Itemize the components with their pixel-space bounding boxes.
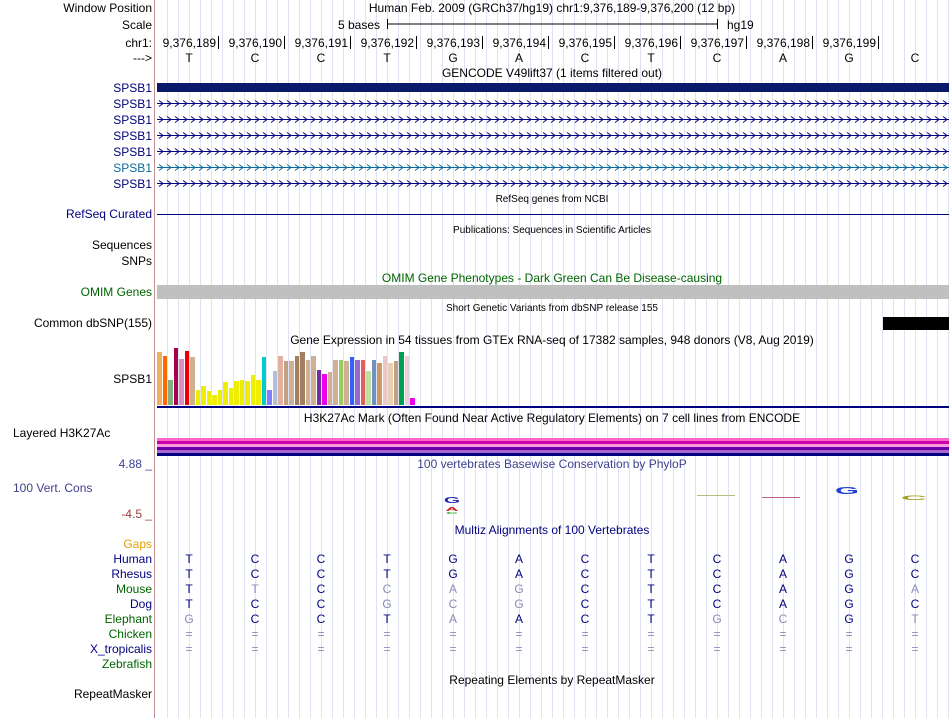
aligned-base: C bbox=[316, 582, 326, 596]
aligned-base: = bbox=[185, 642, 193, 656]
position-tick-label: 9,376,189 bbox=[162, 36, 216, 50]
position-tick-label: 9,376,198 bbox=[756, 36, 810, 50]
chrom-label: chr1: bbox=[125, 36, 152, 50]
aligned-base: = bbox=[581, 627, 589, 641]
aligned-base: C bbox=[382, 582, 392, 596]
aligned-base: = bbox=[779, 627, 787, 641]
aligned-base: A bbox=[778, 567, 787, 581]
aligned-base: G bbox=[448, 552, 458, 566]
scale-label: Scale bbox=[121, 18, 152, 32]
aligned-base: C bbox=[712, 552, 722, 566]
aligned-base: C bbox=[580, 582, 590, 596]
aligned-base: A bbox=[448, 612, 457, 626]
aligned-base: = bbox=[647, 627, 655, 641]
species-label[interactable]: Rhesus bbox=[111, 567, 152, 581]
position-tick-label: 9,376,196 bbox=[624, 36, 678, 50]
aligned-base: = bbox=[449, 642, 457, 656]
position-tick-label: 9,376,199 bbox=[822, 36, 876, 50]
aligned-base: G bbox=[844, 612, 854, 626]
gencode-transcript-label[interactable]: SPSB1 bbox=[113, 113, 152, 127]
aligned-base: C bbox=[580, 567, 590, 581]
aligned-base: = bbox=[515, 642, 523, 656]
aligned-base: = bbox=[251, 627, 259, 641]
species-label[interactable]: Chicken bbox=[108, 627, 152, 641]
omim-track-label[interactable]: OMIM Genes bbox=[80, 285, 152, 299]
aligned-base: = bbox=[713, 627, 721, 641]
aligned-base: = bbox=[449, 627, 457, 641]
h3k27ac-track-title: H3K27Ac Mark (Often Found Near Active Regulatory Elements) on 7 cell lines from ENCODE bbox=[303, 411, 801, 425]
gtex-track-label[interactable]: SPSB1 bbox=[113, 372, 152, 386]
aligned-base: A bbox=[514, 567, 523, 581]
logo-letter-c2: C bbox=[900, 494, 928, 502]
aligned-base: T bbox=[647, 582, 655, 596]
position-tick-label: 9,376,197 bbox=[690, 36, 744, 50]
gencode-track-title: GENCODE V49lift37 (1 items filtered out) bbox=[441, 66, 663, 80]
aligned-base: = bbox=[383, 627, 391, 641]
species-label[interactable]: Mouse bbox=[115, 582, 152, 596]
position-tick-label: 9,376,193 bbox=[426, 36, 480, 50]
reference-base: G bbox=[844, 51, 854, 65]
gencode-transcript-label[interactable]: SPSB1 bbox=[113, 145, 152, 159]
aligned-base: = bbox=[317, 627, 325, 641]
position-tick-label: 9,376,192 bbox=[360, 36, 414, 50]
aligned-base: = bbox=[779, 642, 787, 656]
aligned-base: A bbox=[778, 597, 787, 611]
aligned-base: C bbox=[910, 597, 920, 611]
reference-base: C bbox=[316, 51, 326, 65]
refseq-track-title: RefSeq genes from NCBI bbox=[495, 194, 609, 205]
logo-letter-a: A bbox=[445, 506, 459, 513]
conservation-track-title: 100 vertebrates Basewise Conservation by PhyloP bbox=[417, 457, 687, 471]
gencode-transcript-label[interactable]: SPSB1 bbox=[113, 81, 152, 95]
conservation-min-label: -4.5 _ bbox=[121, 507, 152, 521]
aligned-base: = bbox=[251, 642, 259, 656]
aligned-base: = bbox=[911, 642, 919, 656]
logo-letter-g: G bbox=[443, 496, 461, 506]
aligned-base: T bbox=[383, 567, 391, 581]
reference-base: G bbox=[448, 51, 458, 65]
repeatmasker-track-label[interactable]: RepeatMasker bbox=[73, 687, 152, 701]
aligned-base: T bbox=[647, 612, 655, 626]
aligned-base: A bbox=[514, 612, 523, 626]
dbsnp-track-title: Short Genetic Variants from dbSNP release 155 bbox=[446, 303, 658, 314]
species-label[interactable]: Zebrafish bbox=[101, 657, 152, 671]
multiz-track-title: Multiz Alignments of 100 Vertebrates bbox=[454, 523, 650, 537]
aligned-base: C bbox=[250, 567, 260, 581]
aligned-base: A bbox=[514, 552, 523, 566]
gencode-transcript-label[interactable]: SPSB1 bbox=[113, 97, 152, 111]
dbsnp-track-label[interactable]: Common dbSNP(155) bbox=[33, 316, 152, 330]
reference-base: A bbox=[778, 51, 787, 65]
reference-base: C bbox=[580, 51, 590, 65]
aligned-base: G bbox=[382, 597, 392, 611]
aligned-base: T bbox=[251, 582, 259, 596]
repeatmasker-track-title: Repeating Elements by RepeatMasker bbox=[449, 673, 655, 687]
gencode-transcript-label[interactable]: SPSB1 bbox=[113, 177, 152, 191]
gencode-transcript-label[interactable]: SPSB1 bbox=[113, 161, 152, 175]
aligned-base: G bbox=[844, 582, 854, 596]
aligned-base: C bbox=[448, 597, 458, 611]
position-tick-label: 9,376,190 bbox=[228, 36, 282, 50]
conservation-max-label: 4.88 _ bbox=[118, 457, 152, 471]
aligned-base: T bbox=[383, 612, 391, 626]
reference-base: T bbox=[383, 51, 391, 65]
aligned-base: = bbox=[515, 627, 523, 641]
aligned-base: T bbox=[185, 597, 193, 611]
aligned-base: C bbox=[910, 567, 920, 581]
aligned-base: G bbox=[448, 567, 458, 581]
aligned-base: = bbox=[581, 642, 589, 656]
species-label[interactable]: X_tropicalis bbox=[89, 642, 152, 656]
position-tick-label: 9,376,195 bbox=[558, 36, 612, 50]
species-label[interactable]: Dog bbox=[129, 597, 152, 611]
scale-text: 5 bases bbox=[338, 18, 381, 32]
species-label[interactable]: Elephant bbox=[104, 612, 152, 626]
refseq-track-label[interactable]: RefSeq Curated bbox=[65, 207, 152, 221]
sequences-track-label[interactable]: Sequences bbox=[91, 238, 152, 252]
aligned-base: T bbox=[911, 612, 919, 626]
aligned-base: G bbox=[514, 597, 524, 611]
aligned-base: A bbox=[778, 552, 787, 566]
strand-label: ---> bbox=[133, 51, 152, 65]
logo-letter-g2: G bbox=[835, 484, 859, 497]
aligned-base: C bbox=[250, 612, 260, 626]
aligned-base: T bbox=[647, 567, 655, 581]
gencode-transcript-label[interactable]: SPSB1 bbox=[113, 129, 152, 143]
aligned-base: A bbox=[910, 582, 919, 596]
aligned-base: T bbox=[185, 582, 193, 596]
window-position-label: Window Position bbox=[63, 1, 152, 15]
snps-track-label[interactable]: SNPs bbox=[121, 254, 152, 268]
aligned-base: T bbox=[383, 552, 391, 566]
gtex-track-title: Gene Expression in 54 tissues from GTEx RNA-seq of 17382 samples, 948 donors (V8, Aug 2019) bbox=[290, 333, 814, 347]
aligned-base: = bbox=[911, 627, 919, 641]
aligned-base: C bbox=[712, 582, 722, 596]
h3k27ac-track-label[interactable]: Layered H3K27Ac bbox=[13, 426, 111, 440]
aligned-base: C bbox=[316, 597, 326, 611]
aligned-base: C bbox=[250, 552, 260, 566]
reference-base: C bbox=[910, 51, 920, 65]
reference-base: C bbox=[250, 51, 260, 65]
aligned-base: = bbox=[845, 642, 853, 656]
position-tick-label: 9,376,194 bbox=[492, 36, 546, 50]
aligned-base: T bbox=[185, 567, 193, 581]
aligned-base: T bbox=[185, 552, 193, 566]
aligned-base: = bbox=[713, 642, 721, 656]
gaps-label: Gaps bbox=[123, 537, 152, 551]
aligned-base: C bbox=[316, 552, 326, 566]
position-text: Human Feb. 2009 (GRCh37/hg19) chr1:9,376,189-9,376,200 (12 bp) bbox=[368, 1, 736, 15]
aligned-base: G bbox=[184, 612, 194, 626]
aligned-base: A bbox=[448, 582, 457, 596]
species-label[interactable]: Human bbox=[113, 552, 152, 566]
omim-track-title: OMIM Gene Phenotypes - Dark Green Can Be Disease-causing bbox=[381, 271, 723, 285]
aligned-base: = bbox=[647, 642, 655, 656]
reference-base: T bbox=[185, 51, 193, 65]
aligned-base: G bbox=[712, 612, 722, 626]
aligned-base: C bbox=[316, 612, 326, 626]
publications-track-title: Publications: Sequences in Scientific Articles bbox=[453, 225, 651, 236]
aligned-base: G bbox=[844, 567, 854, 581]
aligned-base: = bbox=[845, 627, 853, 641]
logo-letter-c: C bbox=[445, 511, 459, 515]
aligned-base: = bbox=[383, 642, 391, 656]
reference-base: A bbox=[514, 51, 523, 65]
aligned-base: A bbox=[778, 582, 787, 596]
aligned-base: C bbox=[712, 597, 722, 611]
reference-base: C bbox=[712, 51, 722, 65]
aligned-base: G bbox=[514, 582, 524, 596]
aligned-base: C bbox=[778, 612, 788, 626]
aligned-base: C bbox=[712, 567, 722, 581]
aligned-base: = bbox=[317, 642, 325, 656]
position-tick-label: 9,376,191 bbox=[294, 36, 348, 50]
reference-base: T bbox=[647, 51, 655, 65]
aligned-base: C bbox=[580, 612, 590, 626]
aligned-base: C bbox=[580, 597, 590, 611]
aligned-base: = bbox=[185, 627, 193, 641]
aligned-base: C bbox=[580, 552, 590, 566]
aligned-base: G bbox=[844, 552, 854, 566]
aligned-base: C bbox=[250, 597, 260, 611]
aligned-base: T bbox=[647, 552, 655, 566]
aligned-base: T bbox=[647, 597, 655, 611]
aligned-base: G bbox=[844, 597, 854, 611]
conservation-track-label[interactable]: 100 Vert. Cons bbox=[13, 481, 93, 495]
assembly-label: hg19 bbox=[727, 18, 754, 32]
aligned-base: C bbox=[910, 552, 920, 566]
aligned-base: C bbox=[316, 567, 326, 581]
